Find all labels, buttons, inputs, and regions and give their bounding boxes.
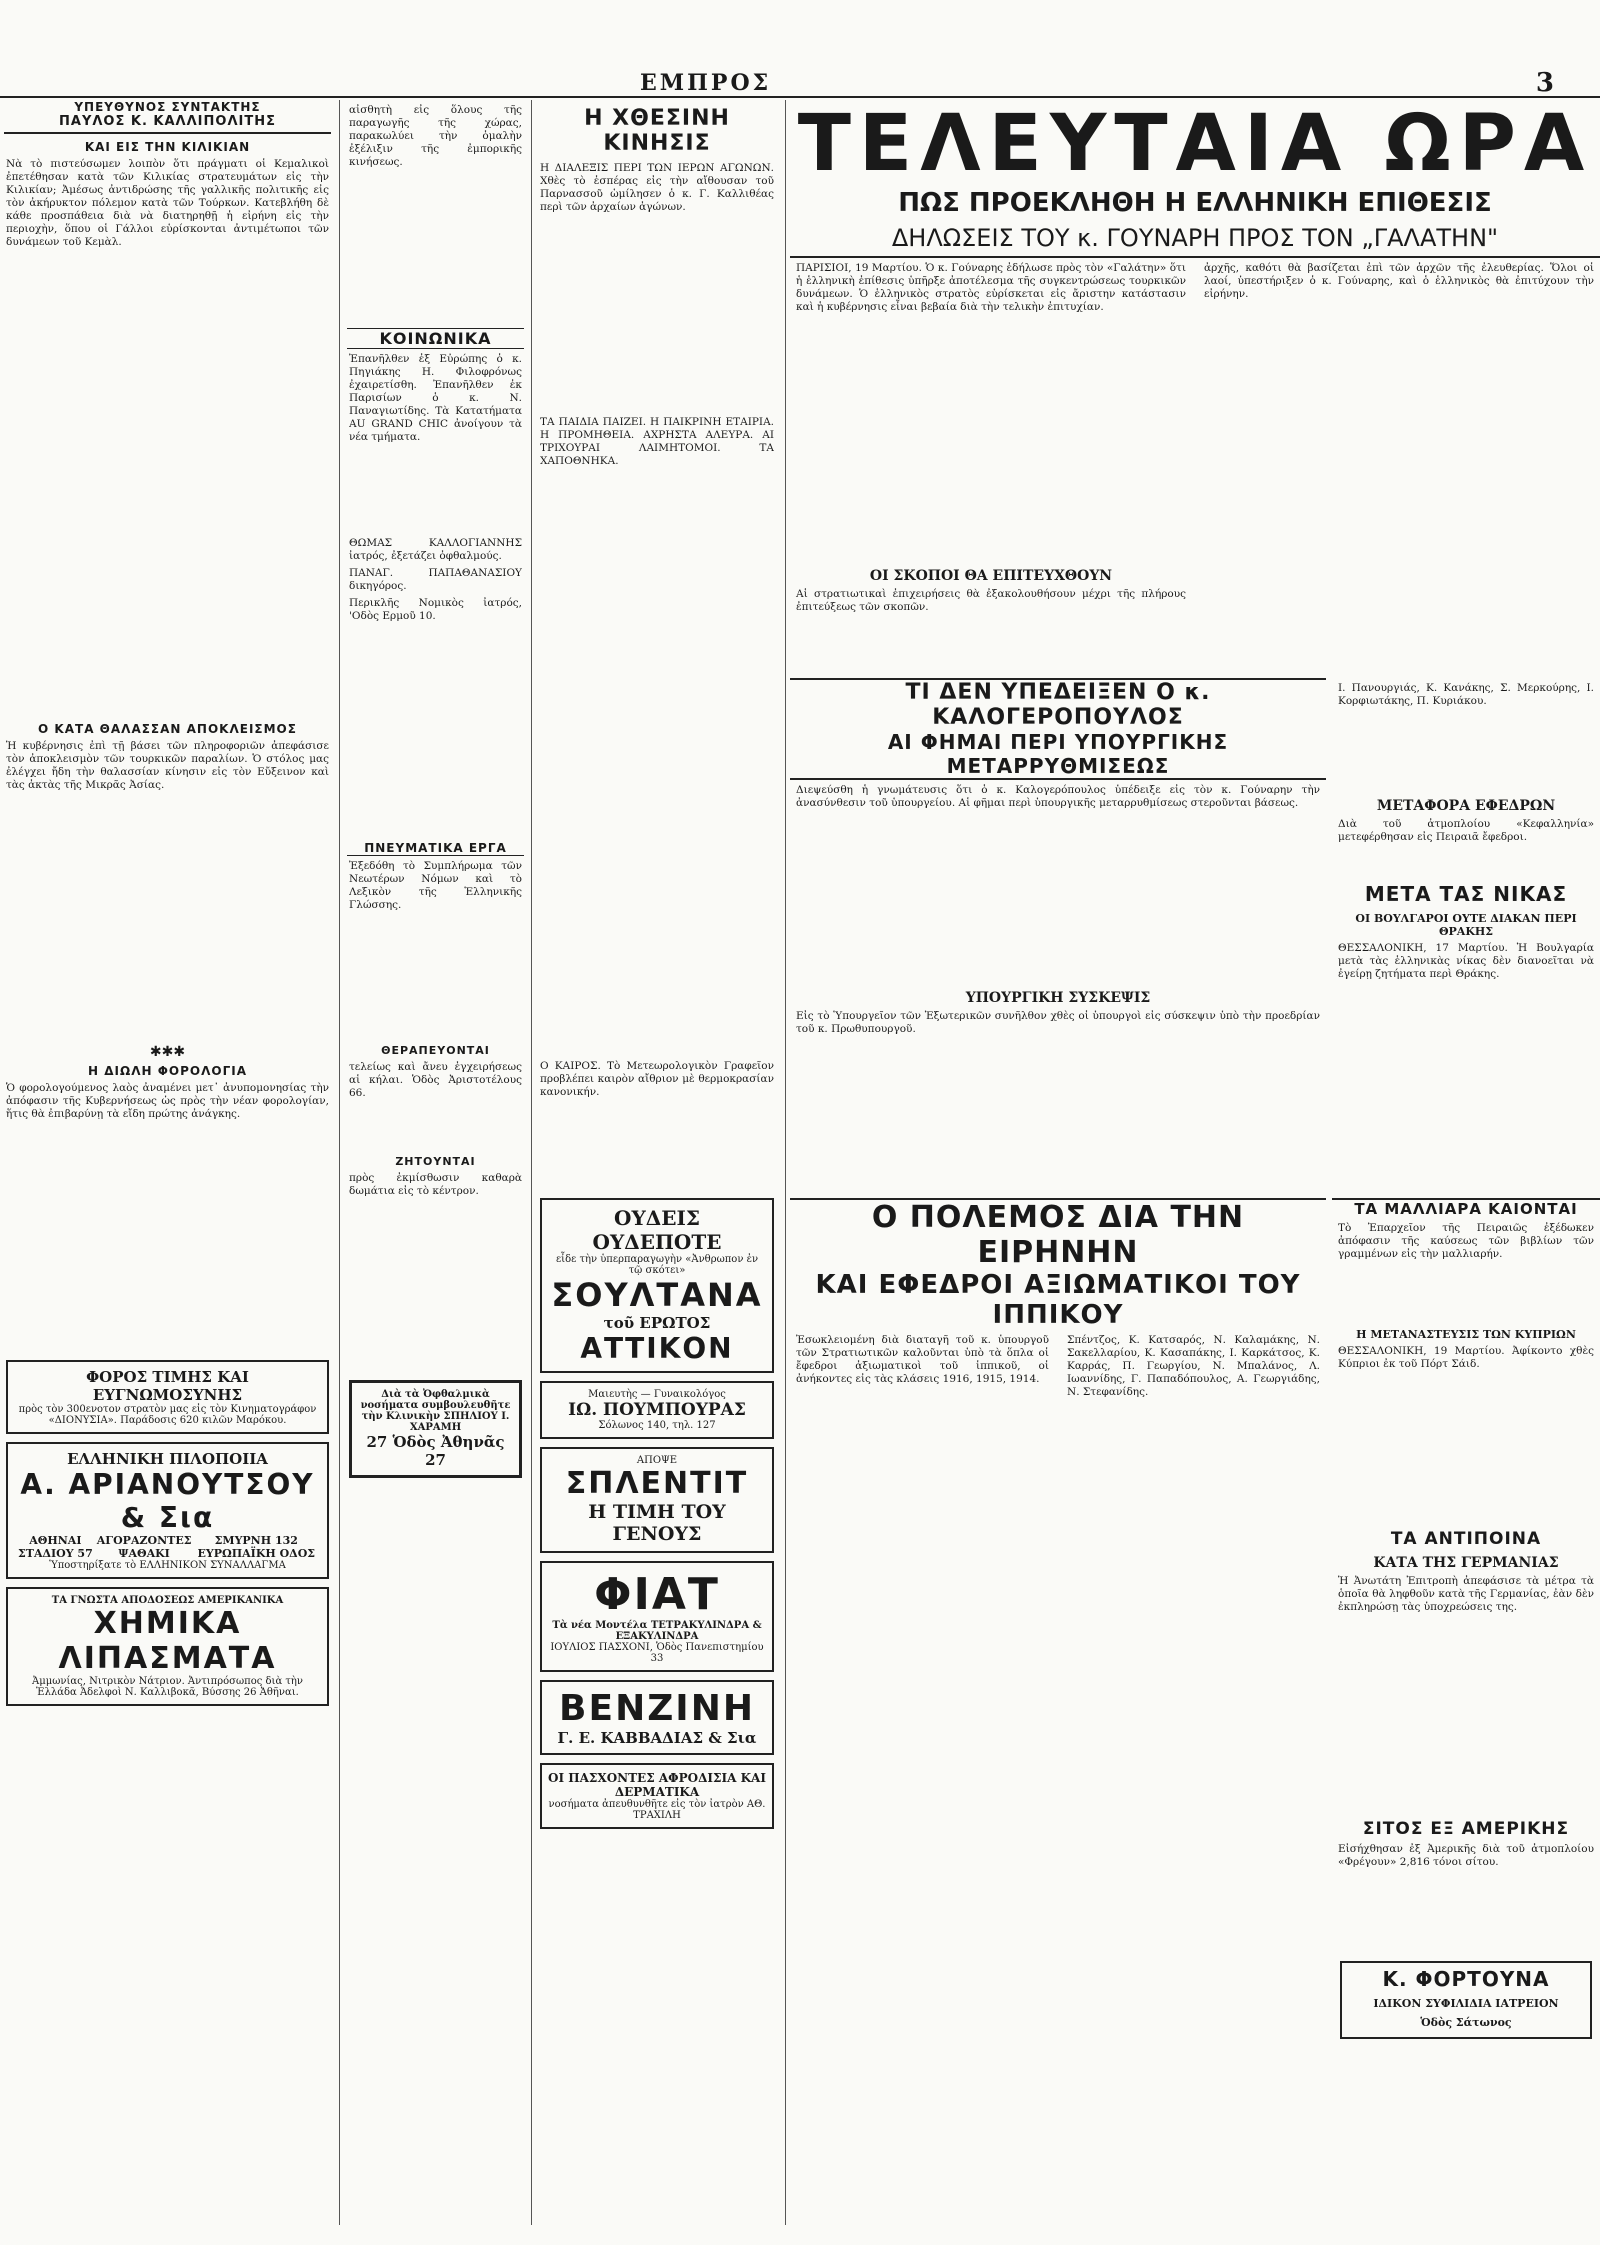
ad-address: Ὁδὸς Σάτωνος — [1420, 2016, 1512, 2029]
column-2 — [343, 100, 528, 2225]
advertisement — [540, 1447, 774, 1553]
article-headline: Ο ΚΑΤΑ ΘΑΛΑΣΣΑΝ ΑΠΟΚΛΕΙΣΜΟΣ — [38, 722, 297, 736]
section-headline: ΠΝΕΥΜΑΤΙΚΑ ΕΡΓΑ — [347, 841, 524, 856]
advertisement — [6, 1360, 329, 1434]
article-text: Ἐσωκλειομένη διὰ διαταγῆ τοῦ κ. ὑπουργοῦ τῶν Στρατιωτικῶν καλοῦνται ὑπὸ τὰ ὅπλα οἱ ἔφεδροι ἀξιωματικοὶ τοῦ ἱππικοῦ, οἱ ἀνήκοντες εἰς τὰς κλάσεις 1916, 1915, 1914. — [796, 1334, 1049, 1385]
article-headline: ΤΙ ΔΕΝ ΥΠΕΔΕΙΞΕΝ Ο κ. ΚΑΛΟΓΕΡΟΠΟΥΛΟΣ — [790, 678, 1326, 730]
ad-brand: ΧΗΜΙΚΑ ΛΙΠΑΣΜΑΤΑ — [58, 1606, 277, 1676]
article-text: Ὁ φορολογούμενος λαὸς ἀναμένει μετ᾽ ἀνυπομονησίας τὴν ἀπόφασιν τῆς Κυβερνήσεως ὡς πρὸς τὴν νέαν φορολογίαν, ἥτις θὰ ἐπιβαρύνῃ τὰ εἴδη πρώτης ἀνάγκης. — [6, 1082, 329, 1120]
advertisement — [540, 1561, 774, 1672]
section-ornament: ✱✱✱ — [149, 1044, 186, 1060]
article-text: Νὰ τὸ πιστεύσωμεν λοιπὸν ὅτι πράγματι οἱ Κεμαλικοὶ ἐπετέθησαν κατὰ τῶν Κιλικίας στρατευμάτων εἰς τὴν Κιλικίαν; Ἀμέσως ἀντιδρώσης τῆς γαλλικῆς πολιτικῆς εἰς τὸν ἀκήρυκτον πόλεμον κατὰ τῶν Τούρκων. Κατεβλήθη δὲ κάθε προσπάθεια διὰ νὰ διατηρηθῇ ἡ εἰρήνη εἰς τὴν περιοχὴν, ὅπου οἱ Γάλλοι εὑρίσκονται ἀντιμέτωποι τῶν δυνάμεων τοῦ Κεμὰλ. — [6, 158, 329, 248]
notice-text: πρὸς ἐκμίσθωσιν καθαρὰ δωμάτια εἰς τὸ κέντρον. — [349, 1172, 522, 1197]
ad-address: 27 Ὁδὸς Ἀθηνᾶς 27 — [366, 1433, 505, 1469]
article-text: ΘΕΣΣΑΛΟΝΙΚΗ, 17 Μαρτίου. Ἡ Βουλγαρία μετὰ τὰς ἑλληνικὰς νίκας δὲν διανοεῖται νὰ ἐγείρῃ ζητήματα περὶ Θράκης. — [1338, 942, 1594, 980]
ad-title: ΟΙ ΠΑΣΧΟΝΤΕΣ ΑΦΡΟΔΙΣΙΑ ΚΑΙ ΔΕΡΜΑΤΙΚΑ — [548, 1771, 766, 1799]
page-banner: ΤΕΛΕΥΤΑΙΑ ΩΡΑ — [797, 100, 1593, 189]
ad-agent: ΙΟΥΛΙΟΣ ΠΑΣΧΟΝΙ, Ὁδὸς Πανεπιστημίου 33 — [550, 1642, 764, 1664]
article-text: ἀρχῆς, καθότι θὰ βασίζεται ἐπὶ τῶν ἀρχῶν τῆς ἐλευθερίας. Ὅλοι οἱ λαοί, ὑπεστήριξεν ὁ κ. Γούναρης, καὶ ὁ ἑλληνικὸς θὰ ἐπιτύχουν τὴν εἰρήνην. — [1204, 262, 1594, 300]
advertisement — [540, 1198, 774, 1373]
ad-text: Μαιευτὴς — Γυναικολόγος — [588, 1389, 726, 1400]
ad-brand: Α. ΑΡΙΑΝΟΥΤΣΟΥ & Σια — [20, 1468, 315, 1534]
article-headline: ΣΙΤΟΣ ΕΞ ΑΜΕΡΙΚΗΣ — [1362, 1819, 1570, 1839]
column-1 — [0, 100, 335, 2225]
masthead — [0, 70, 1600, 100]
article-headline: Η ΔΙΩΛΗ ΦΟΡΟΛΟΓΙΑ — [88, 1064, 247, 1078]
article-text: ΤΑ ΠΑΙΔΙΑ ΠΑΙΖΕΙ. Η ΠΑΙΚΡΙΝΗ ΕΤΑΙΡΙΑ. Η ΠΡΟΜΗΘΕΙΑ. ΑΧΡΗΣΤΑ ΑΛΕΥΡΑ. ΑΙ ΤΡΙΧΟΥΡΑΙ ΛΑΙΜΗΤΟΜΟΙ. ΤΑ ΧΑΠΟΘΝΗΚΑ. — [540, 416, 774, 467]
article-text: Τὸ Ἐπαρχεῖον τῆς Πειραιῶς ἐξέδωκεν ἀπόφασιν τῆς καύσεως τῶν βιβλίων τῶν γραμμένων εἰς τὴν μαλλιαρήν. — [1338, 1222, 1594, 1260]
article-headline: ΜΕΤΑΦΟΡΑ ΕΦΕΔΡΩΝ — [1376, 798, 1556, 814]
lead-subheadline: ΔΗΛΩΣΕΙΣ ΤΟΥ κ. ΓΟΥΝΑΡΗ ΠΡΟΣ ΤΟΝ „ΓΑΛΑΤΗΝ" — [790, 224, 1600, 258]
article-text: Ἐξεδόθη τὸ Συμπλήρωμα τῶν Νεωτέρων Νόμων καὶ τὸ Λεξικὸν τῆς Ἑλληνικῆς Γλώσσης. — [349, 860, 522, 911]
article-subheadline: ΚΑΤΑ ΤΗΣ ΓΕΡΜΑΝΙΑΣ — [1373, 1555, 1559, 1571]
article-text: Εἰς τὸ Ὑπουργεῖον τῶν Ἐξωτερικῶν συνῆλθον χθὲς οἱ ὑπουργοὶ εἰς σύσκεψιν ὑπὸ τὴν προεδρίαν τοῦ κ. Πρωθυπουργοῦ. — [796, 1010, 1320, 1035]
ad-name: ΙΩ. ΠΟΥΜΠΟΥΡΑΣ — [568, 1400, 746, 1420]
notice-headline: ΖΗΤΟΥΝΤΑΙ — [395, 1155, 476, 1168]
ad-text: Διὰ τὰ Ὀφθαλμικὰ νοσήματα συμβουλευθῆτε τὴν Κλινικὴν ΣΠΗΛΙΟΥ Ι. ΧΑΡΑΜΗ — [360, 1389, 511, 1433]
article-text: Ἐπανῆλθεν ἐξ Εὐρώπης ὁ κ. Πηγιάκης Η. Φιλοφρόνως ἐχαιρετίσθη. Ἐπανῆλθεν ἐκ Παρισίων ὁ κ. Ν. Παναγιωτίδης. Τὰ Κατατήματα AU GRAND CHIC ἀνοίγουν τὰ νέα τμήματα. — [349, 353, 522, 443]
article-headline: Ο ΠΟΛΕΜΟΣ ΔΙΑ ΤΗΝ ΕΙΡΗΝΗΝ — [790, 1198, 1326, 1270]
column-3 — [534, 100, 780, 2225]
ad-name: Γ. Ε. ΚΑΒΒΑΔΙΑΣ & Σια — [557, 1729, 757, 1747]
section-headline: Η ΧΘΕΣΙΝΗ ΚΙΝΗΣΙΣ — [584, 106, 730, 156]
ad-film-subtitle: τοῦ ΕΡΩΤΟΣ — [603, 1314, 711, 1332]
notice-text: τελείως καὶ ἄνευ ἐγχειρήσεως αἱ κήλαι. Ὁδὸς Ἀριστοτέλους 66. — [349, 1061, 522, 1099]
ad-text: ΙΔΙΚΟΝ ΣΥΦΙΛΙΔΙΑ ΙΑΤΡΕΙΟΝ — [1373, 1997, 1559, 2010]
article-text: ΘΕΣΣΑΛΟΝΙΚΗ, 19 Μαρτίου. Ἀφίκοντο χθὲς Κύπριοι ἐκ τοῦ Πόρτ Σάιδ. — [1338, 1345, 1594, 1370]
ad-slogan: ΑΓΟΡΑΖΟΝΤΕΣ ΨΑΘΑΚΙ — [96, 1534, 192, 1560]
side-headline: ΚΑΙ ΕΙΣ ΤΗΝ ΚΙΛΙΚΙΑΝ — [84, 140, 251, 154]
ad-title: ΟΥΔΕΙΣ ΟΥΔΕΠΟΤΕ — [592, 1206, 722, 1254]
article-subheadline: ΚΑΙ ΕΦΕΔΡΟΙ ΑΞΙΩΜΑΤΙΚΟΙ ΤΟΥ ΙΠΠΙΚΟΥ — [815, 1270, 1301, 1330]
article-subheadline: ΟΙ ΣΚΟΠΟΙ ΘΑ ΕΠΙΤΕΥΧΘΟΥΝ — [869, 568, 1113, 584]
ad-heading: ΕΛΛΗΝΙΚΗ ΠΙΛΟΠΟΙΙΑ — [67, 1450, 268, 1468]
ad-text: νοσήματα ἀπευθυνθῆτε εἰς τὸν ἰατρὸν ΑΘ. ΤΡΑΧΙΛΗ — [548, 1799, 766, 1821]
ad-text: εἶδε τὴν ὑπερπαραγωγὴν «Ἀνθρωπον ἐν τῷ σκότει» — [555, 1254, 759, 1276]
publisher-label: ΥΠΕΥΘΥΝΟΣ ΣΥΝΤΑΚΤΗΣ — [74, 100, 261, 114]
article-headline: ΤΑ ΑΝΤΙΠΟΙΝΑ — [1390, 1529, 1542, 1549]
ad-name: Κ. ΦΟΡΤΟΥΝΑ — [1382, 1967, 1550, 1991]
lead-headline: ΠΩΣ ΠΡΟΕΚΛΗΘΗ Η ΕΛΛΗΝΙΚΗ ΕΠΙΘΕΣΙΣ — [898, 188, 1492, 218]
notice-text: ΘΩΜΑΣ ΚΑΛΛΟΓΙΑΝΝΗΣ ἰατρός, ἐξετάζει ὀφθαλμούς. — [349, 537, 522, 562]
names-list: Σπέντζος, Κ. Κατσαρός, Ν. Καλαμάκης, Ν. Σακελλαρίου, Κ. Κασαπάκης, Ι. Καρκάτσος, Κ. Καρράς, Π. Γεωργίου, Ν. Μπαλάνος, Λ. Ιωαννίδης, Γ. Παπαδόπουλος, Α. Γεωργιάδης, Ν. Στεφανίδης. — [1067, 1334, 1320, 1398]
article-headline: ΤΑ ΜΑΛΛΙΑΡΑ ΚΑΙΟΝΤΑΙ — [1332, 1198, 1600, 1218]
page-number: 3 — [1535, 68, 1554, 98]
column-divider — [531, 100, 532, 2225]
ad-title: ΦΟΡΟΣ ΤΙΜΗΣ ΚΑΙ ΕΥΓΝΩΜΟΣΥΝΗΣ — [86, 1368, 249, 1404]
article-text: Η ΔΙΑΛΕΞΙΣ ΠΕΡΙ ΤΩΝ ΙΕΡΩΝ ΑΓΩΝΩΝ. Χθὲς τὸ ἑσπέρας εἰς τὴν αἴθουσαν τοῦ Παρνασσοῦ ὡμίλησεν ὁ κ. Γ. Καλλιθέας περὶ τῶν ἀρχαίων ἀγώνων. — [540, 162, 774, 213]
ad-film-title: Η ΤΙΜΗ ΤΟΥ ΓΕΝΟΥΣ — [588, 1501, 726, 1545]
article-subheadline: ΟΙ ΒΟΥΛΓΑΡΟΙ ΟΥΤΕ ΔΙΑΚΑΝ ΠΕΡΙ ΘΡΑΚΗΣ — [1355, 912, 1577, 938]
article-text: ΠΑΡΙΣΙΟΙ, 19 Μαρτίου. Ὁ κ. Γούναρης ἐδήλωσε πρὸς τὸν «Γαλάτην» ὅτι ἡ ἑλληνικὴ ἐπίθεσις ὑπῆρξε ἀποτέλεσμα τῆς συγκεντρώσεως τουρκικῶν δυνάμεων. Ὁ ἑλληνικὸς στρατὸς εὑρίσκεται εἰς ἄριστην κατάστασιν καὶ ἡ κυβέρνησις εἶναι βεβαία διὰ τὴν τελικὴν ἐπιτυχίαν. — [796, 262, 1186, 313]
article-text: Ἡ Ἀνωτάτη Ἐπιτροπὴ ἀπεφάσισε τὰ μέτρα τὰ ὁποῖα θὰ ληφθοῦν κατὰ τῆς Γερμανίας, ἐὰν δὲν ἐκπληρώσῃ τὰς ὑποχρεώσεις της. — [1338, 1575, 1594, 1613]
column-divider — [339, 100, 340, 2225]
notice-headline: ΘΕΡΑΠΕΥΟΝΤΑΙ — [381, 1044, 490, 1057]
article-text: Ι. Πανουργιάς, Κ. Κανάκης, Σ. Μερκούρης, Ι. Κορφιωτάκης, Π. Κυριάκου. — [1338, 682, 1594, 707]
advertisement — [540, 1381, 774, 1439]
masthead-rule — [0, 96, 1600, 98]
advertisement — [6, 1587, 329, 1706]
section-headline: ΚΟΙΝΩΝΙΚΑ — [347, 328, 524, 349]
ad-heading: ΤΑ ΓΝΩΣΤΑ ΑΠΟΔΟΣΕΩΣ ΑΜΕΡΙΚΑΝΙΚΑ — [51, 1595, 284, 1606]
article-text: Διὰ τοῦ ἀτμοπλοίου «Κεφαλληνία» μετεφέρθησαν εἰς Πειραιᾶ ἔφεδροι. — [1338, 818, 1594, 843]
masthead-title: ΕΜΠΡΟΣ — [640, 70, 772, 96]
ad-footer: Ὑποστηρίξατε τὸ ΕΛΛΗΝΙΚΟΝ ΣΥΝΑΛΛΑΓΜΑ — [49, 1560, 286, 1571]
article-headline: Η ΜΕΤΑΝΑΣΤΕΥΣΙΣ ΤΩΝ ΚΥΠΡΙΩΝ — [1356, 1328, 1576, 1341]
ad-brand: ΦΙΑΤ — [594, 1569, 720, 1620]
article-text: Διεψεύσθη ἡ γνωμάτευσις ὅτι ὁ κ. Καλογερόπουλος ὑπέδειξε εἰς τὸν κ. Γούναρην τὴν ἀνασύνθεσιν τοῦ ὑπουργείου. Αἱ φῆμαι περὶ ὑπουργικῆς μεταρρυθμίσεως στεροῦνται βάσεως. — [796, 784, 1320, 809]
article-text: Ο ΚΑΙΡΟΣ. Τὸ Μετεωρολογικὸν Γραφεῖον προβλέπει καιρὸν αἴθριον μὲ θερμοκρασίαν κανονικήν. — [540, 1060, 774, 1098]
article-headline: ΜΕΤΑ ΤΑΣ ΝΙΚΑΣ — [1364, 882, 1568, 906]
advertisement — [540, 1763, 774, 1829]
advertisement — [6, 1442, 329, 1579]
article-text: αἰσθητὴ εἰς ὅλους τῆς παραγωγῆς τῆς χώρας, παρακωλύει τὴν ὁμαλὴν ἐξέλιξιν τῆς ἐμπορικῆς κινήσεως. — [349, 104, 522, 168]
ad-kicker: ΑΠΟΨΕ — [636, 1455, 678, 1466]
advertisement — [540, 1680, 774, 1755]
ad-cinema: ΑΤΤΙΚΟΝ — [580, 1332, 734, 1365]
ad-address: ΣΜΥΡΝΗ 132 ΕΥΡΩΠΑΪΚΗ ΟΔΟΣ — [197, 1534, 316, 1560]
ad-address: ΑΘΗΝΑΙ ΣΤΑΔΙΟΥ 57 — [17, 1534, 93, 1560]
article-text: Αἱ στρατιωτικαὶ ἐπιχειρήσεις θὰ ἐξακολουθήσουν μέχρι τῆς πλήρους ἐπιτεύξεως τῶν σκοπῶν. — [796, 588, 1186, 613]
ad-film-title: ΣΟΥΛΤΑΝΑ — [551, 1276, 763, 1314]
notice-text: ΠΑΝΑΓ. ΠΑΠΑΘΑΝΑΣΙΟΥ δικηγόρος. — [349, 567, 522, 592]
article-subheadline: ΑΙ ΦΗΜΑΙ ΠΕΡΙ ΥΠΟΥΡΓΙΚΗΣ ΜΕΤΑΡΡΥΘΜΙΣΕΩΣ — [790, 730, 1326, 780]
main-news-area — [790, 100, 1600, 2225]
article-subheadline: ΥΠΟΥΡΓΙΚΗ ΣΥΣΚΕΨΙΣ — [965, 990, 1151, 1006]
advertisement — [1340, 1961, 1592, 2039]
ad-cinema: ΣΠΛΕΝΤΙΤ — [565, 1466, 749, 1501]
notice-text: Περικλῆς Νομικὸς ἰατρός, 'Οδὸς Ερμοῦ 10. — [349, 597, 522, 622]
ad-address: Σόλωνος 140, τηλ. 127 — [598, 1420, 716, 1431]
article-text: Ἡ κυβέρνησις ἐπὶ τῇ βάσει τῶν πληροφοριῶν ἀπεφάσισε τὸν ἀποκλεισμὸν τῶν τουρκικῶν παραλίων. Ὁ στόλος μας ἐλέγχει ἤδη τὴν θαλασσίαν κίνησιν εἰς τὸν Εὔξεινον καὶ τὰς ἀκτὰς τῆς Μικρᾶς Ἀσίας. — [6, 740, 329, 791]
ad-text: Ἀμμωνίας, Νιτρικὸν Νάτριον. Ἀντιπρόσωπος διὰ τὴν Ἑλλάδα Ἀδελφοὶ Ν. Καλλιβοκᾶ, Βύσσης 26 Ἀθῆναι. — [32, 1676, 303, 1698]
ad-brand: ΒΕΝΖΙΝΗ — [559, 1688, 755, 1729]
advertisement — [349, 1380, 522, 1478]
ad-text: πρὸς τὸν 300ενοτον στρατὸν μας εἰς τὸν Κινηματογράφον «ΔΙΟΝΥΣΙΑ». Παράδοσις 620 κιλῶν Μαρόκου. — [18, 1404, 317, 1426]
article-text: Εἰσήχθησαν ἐξ Ἀμερικῆς διὰ τοῦ ἀτμοπλοίου «Φρέγουν» 2,816 τόνοι σίτου. — [1338, 1843, 1594, 1868]
column-divider — [785, 100, 786, 2225]
ad-text: Τὰ νέα Μοντέλα ΤΕΤΡΑΚΥΛΙΝΔΡΑ & ΕΞΑΚΥΛΙΝΔΡΑ — [552, 1620, 762, 1642]
publisher-name: ΠΑΥΛΟΣ Κ. ΚΑΛΛΙΠΟΛΙΤΗΣ — [4, 114, 331, 134]
